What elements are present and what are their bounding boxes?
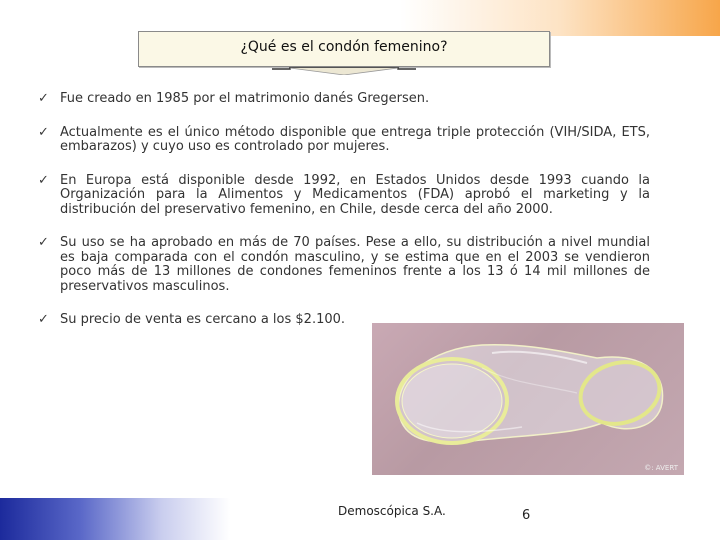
checkmark-icon: ✓ — [38, 124, 49, 140]
footer-gradient-bar — [0, 498, 230, 540]
checkmark-icon: ✓ — [38, 235, 49, 250]
bullet-item — [38, 92, 650, 107]
bullet-text: Actualmente es el único método disponible que entrega triple protección (VIH/SIDA, ETS, embarazos) y cuyo uso es controlado por mujeres. — [60, 124, 650, 154]
checkmark-icon: ✓ — [38, 91, 49, 106]
female-condom-photo — [372, 323, 684, 475]
checkmark-icon: ✓ — [38, 172, 49, 188]
bullet-item — [38, 126, 650, 155]
bullet-text: Su uso se ha aprobado en más de 70 países. Pese a ello, su distribución a nivel mundial es baja comparada con el condón masculino, y se estima que en el 2003 se vendieron poco más de 13 millones de condones femeninos frente a los 13 ó 14 mil millones de preservativos masculinos. — [60, 235, 650, 294]
bullet-text: Fue creado en 1985 por el matrimonio danés Gregersen. — [60, 91, 430, 106]
photo-credit: ©: AVERT — [644, 464, 678, 472]
bullet-item — [38, 174, 650, 218]
page-number: 6 — [522, 508, 531, 523]
bullet-item — [38, 236, 650, 294]
checkmark-icon: ✓ — [38, 312, 49, 327]
bullet-text: Su precio de venta es cercano a los $2.100. — [60, 312, 346, 327]
bullet-list — [38, 92, 650, 347]
bullet-text: En Europa está disponible desde 1992, en Estados Unidos desde 1993 cuando la Organización para la Alimentos y Medicamentos (FDA) aprobó el marketing y la distribución del preservativo femenino, en Chile, desde cerca del año 2000. — [60, 172, 650, 217]
title-tab-decoration — [272, 67, 416, 75]
footer-organization: Demoscópica S.A. — [338, 504, 446, 518]
slide-title: ¿Qué es el condón femenino? — [138, 31, 550, 67]
